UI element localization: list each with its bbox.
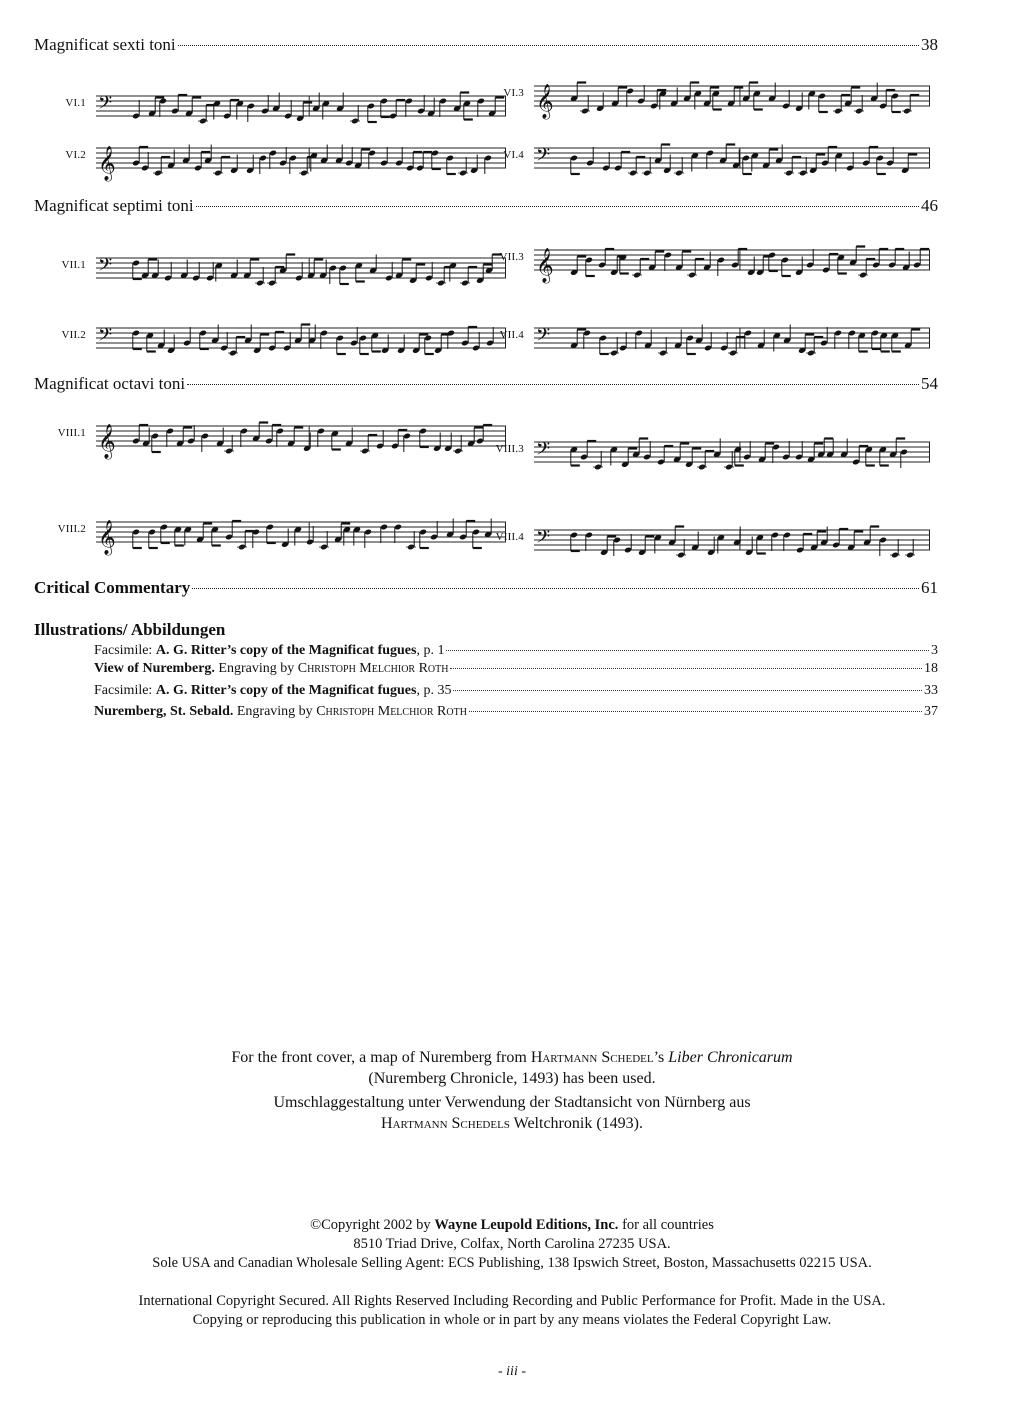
illustration-title: View of Nuremberg. Engraving by Christoph Melchior Roth [94, 661, 449, 676]
illustration-page: 3 [931, 643, 938, 658]
incipit-vii-4 [472, 306, 930, 364]
leader-dots [450, 668, 922, 669]
incipit-viii-2 [34, 500, 506, 558]
svg-text:𝄢: 𝄢 [536, 145, 551, 170]
svg-text:𝄢: 𝄢 [98, 93, 113, 118]
leader-dots [196, 206, 919, 207]
music-incipit [96, 306, 506, 364]
incipit-vii-1 [34, 236, 506, 294]
incipit-label: VII.3 [499, 251, 524, 263]
illustration-entry[interactable] [94, 661, 938, 677]
incipit-vi-4 [472, 126, 930, 184]
leader-dots [187, 384, 919, 385]
music-incipit [96, 500, 506, 558]
toc-entry-critical-commentary[interactable] [34, 578, 938, 598]
music-incipit [96, 126, 506, 184]
copyright-line-2: 8510 Triad Drive, Colfax, North Carolina 27235 USA. [353, 1236, 671, 1252]
rights-line-1: International Copyright Secured. All Rights Reserved Including Recording and Public Performance for Profit. Made in the USA. [138, 1293, 886, 1309]
incipit-label: VIII.2 [57, 523, 86, 535]
incipit-label: VIII.4 [495, 531, 524, 543]
incipit-viii-3 [472, 420, 930, 478]
incipit-label: VIII.3 [495, 443, 524, 455]
toc-title: Critical Commentary [34, 578, 191, 597]
music-incipit [534, 126, 930, 184]
incipit-viii-4 [472, 508, 930, 566]
toc-page: 38 [921, 35, 938, 54]
svg-text:𝄢: 𝄢 [536, 527, 551, 552]
incipit-label: VI.2 [65, 149, 86, 161]
toc-page: 61 [921, 578, 938, 597]
leader-dots [192, 588, 919, 589]
page-number: - iii - [498, 1364, 526, 1379]
svg-text:𝄢: 𝄢 [536, 325, 551, 350]
incipit-vi-2 [34, 126, 506, 184]
illustration-entry[interactable] [94, 683, 938, 699]
incipit-vi-3 [472, 64, 930, 122]
illustration-title: Facsimile: A. G. Ritter’s copy of the Magnificat fugues, p. 35 [94, 683, 452, 698]
cover-credit-line-2: (Nuremberg Chronicle, 1493) has been used. [368, 1070, 656, 1087]
toc-title: Magnificat octavi toni [34, 374, 186, 393]
music-incipit [534, 508, 930, 566]
svg-text:𝄢: 𝄢 [98, 325, 113, 350]
copyright-block [0, 1216, 1024, 1273]
incipit-label: VII.2 [61, 329, 86, 341]
illustration-title: Facsimile: A. G. Ritter’s copy of the Magnificat fugues, p. 1 [94, 643, 445, 658]
incipit-label: VI.1 [65, 97, 86, 109]
incipit-viii-1 [34, 404, 506, 462]
rights-line-2: Copying or reproducing this publication in whole or in part by any means violates the Federal Copyright Law. [192, 1312, 832, 1328]
music-incipit [96, 404, 506, 462]
svg-text:𝄞: 𝄞 [98, 146, 116, 181]
cover-credit-line-1: For the front cover, a map of Nuremberg from Hartmann Schedel’s Liber Chronicarum [231, 1049, 793, 1066]
copyright-line-3: Sole USA and Canadian Wholesale Selling Agent: ECS Publishing, 138 Ipswich Street, Boston, Massachusetts 02215 USA. [152, 1255, 872, 1271]
svg-text:𝄞: 𝄞 [536, 248, 554, 283]
illustration-page: 37 [924, 704, 938, 719]
music-incipit [534, 228, 930, 286]
toc-page: 54 [921, 374, 938, 393]
svg-text:𝄢: 𝄢 [536, 439, 551, 464]
incipit-label: VII.1 [61, 259, 86, 271]
svg-text:𝄢: 𝄢 [98, 255, 113, 280]
illustration-entry[interactable] [94, 704, 938, 720]
music-incipit [534, 64, 930, 122]
incipit-label: VII.4 [499, 329, 524, 341]
illustration-page: 33 [924, 683, 938, 698]
incipit-vii-2 [34, 306, 506, 364]
music-incipit [96, 74, 506, 132]
cover-credit-line-3: Umschlaggestaltung unter Verwendung der Stadtansicht von Nürnberg aus [273, 1094, 751, 1111]
svg-text:𝄞: 𝄞 [98, 520, 116, 555]
illustration-entry[interactable] [94, 643, 938, 659]
toc-title: Magnificat sexti toni [34, 35, 176, 54]
svg-text:𝄞: 𝄞 [536, 84, 554, 119]
toc-entry-septimi[interactable] [34, 196, 938, 216]
leader-dots [446, 650, 929, 651]
leader-dots [178, 45, 919, 46]
toc-entry-octavi[interactable] [34, 374, 938, 394]
illustration-page: 18 [924, 661, 938, 676]
toc-entry-sexti[interactable] [34, 35, 938, 55]
leader-dots [469, 711, 922, 712]
incipit-label: VI.4 [503, 149, 524, 161]
cover-credit-line-4: Hartmann Schedels Weltchronik (1493). [381, 1115, 643, 1132]
incipit-label: VIII.1 [57, 427, 86, 439]
illustration-title: Nuremberg, St. Sebald. Engraving by Christoph Melchior Roth [94, 704, 467, 719]
music-incipit [534, 306, 930, 364]
copyright-line-1: ©Copyright 2002 by Wayne Leupold Editions, Inc. for all countries [310, 1217, 714, 1233]
incipit-label: VI.3 [503, 87, 524, 99]
music-incipit [534, 420, 930, 478]
music-incipit [96, 236, 506, 294]
cover-credit [0, 1047, 1024, 1134]
leader-dots [453, 690, 922, 691]
rights-block [0, 1292, 1024, 1330]
incipit-vii-3 [472, 228, 930, 286]
illustrations-heading: Illustrations/ Abbildungen [34, 620, 226, 639]
svg-text:𝄞: 𝄞 [98, 424, 116, 459]
toc-page: 46 [921, 196, 938, 215]
toc-title: Magnificat septimi toni [34, 196, 194, 215]
incipit-vi-1 [34, 74, 506, 132]
